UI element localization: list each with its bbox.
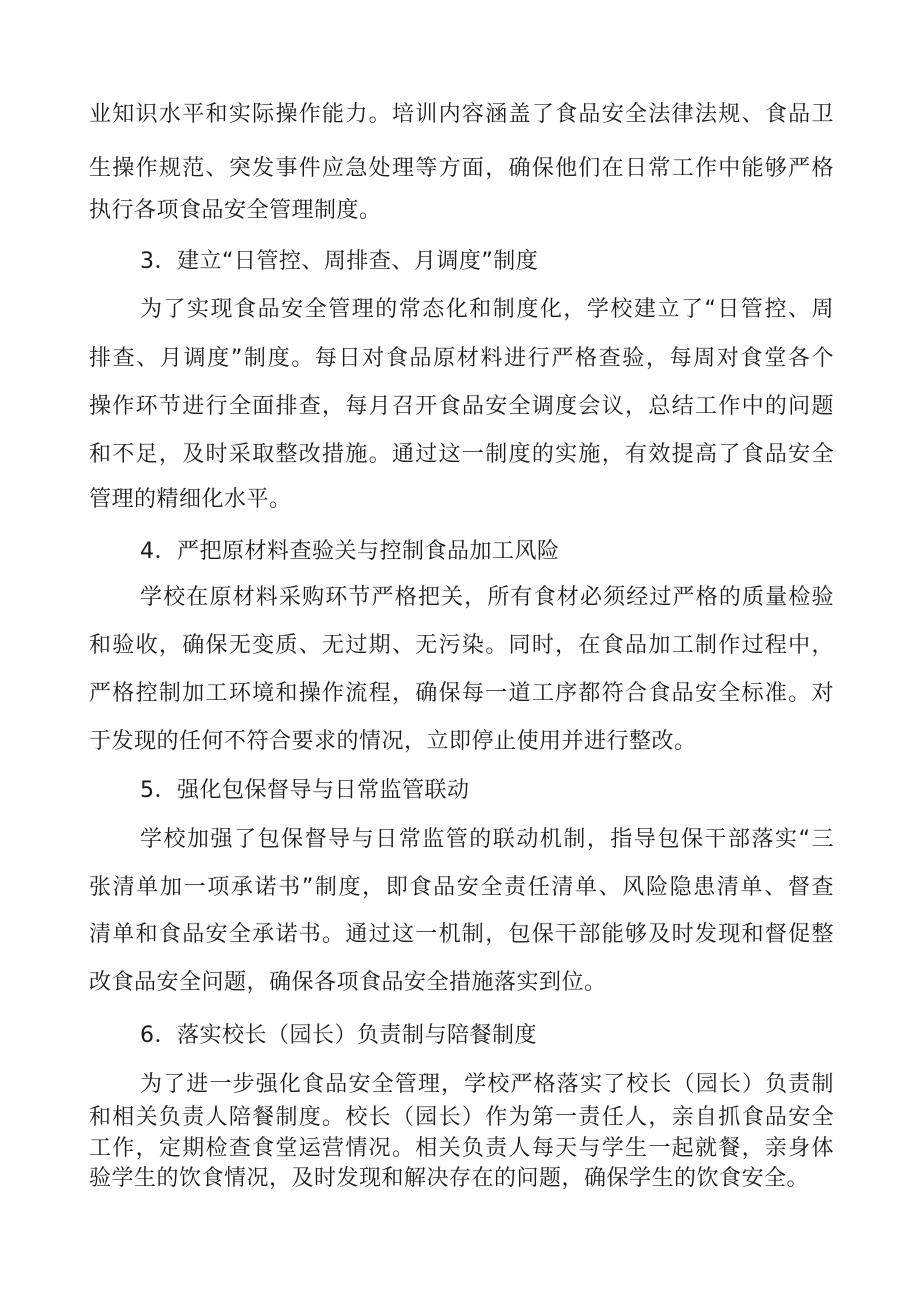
paragraph-line: 为了实现食品安全管理的常态化和制度化，学校建立了“日管控、周: [140, 297, 834, 322]
paragraph-line: 业知识水平和实际操作能力。培训内容涵盖了食品安全法律法规、食品卫: [89, 102, 834, 127]
section-heading-6: 6．落实校长（园长）负责制与陪餐制度: [140, 1023, 537, 1048]
paragraph-line: 改食品安全问题，确保各项食品安全措施落实到位。: [89, 970, 607, 995]
paragraph-line: 于发现的任何不符合要求的情况，立即停止使用并进行整改。: [89, 729, 697, 754]
paragraph-line: 操作环节进行全面排查，每月召开食品安全调度会议，总结工作中的问题: [89, 394, 834, 419]
paragraph-line: 学校在原材料采购环节严格把关，所有食材必须经过严格的质量检验: [140, 585, 834, 610]
paragraph-line: 工作，定期检查食堂运营情况。相关负责人每天与学生一起就餐，亲身体: [89, 1136, 834, 1161]
paragraph-line: 严格控制加工环境和操作流程，确保每一道工序都符合食品安全标准。对: [89, 681, 834, 706]
paragraph-line: 张清单加一项承诺书”制度，即食品安全责任清单、风险隐患清单、督查: [89, 875, 834, 900]
paragraph-line: 验学生的饮食情况，及时发现和解决存在的问题，确保学生的饮食安全。: [89, 1166, 810, 1191]
paragraph-line: 生操作规范、突发事件应急处理等方面，确保他们在日常工作中能够严格: [89, 156, 834, 181]
section-heading-3: 3．建立“日管控、周排查、月调度”制度: [140, 249, 539, 274]
paragraph-line: 清单和食品安全承诺书。通过这一机制，包保干部能够及时发现和督促整: [89, 922, 834, 947]
paragraph-line: 和不足，及时采取整改措施。通过这一制度的实施，有效提高了食品安全: [89, 442, 834, 467]
paragraph-line: 和验收，确保无变质、无过期、无污染。同时，在食品加工制作过程中，: [89, 633, 834, 658]
paragraph-line: 和相关负责人陪餐制度。校长（园长）作为第一责任人，亲自抓食品安全: [89, 1105, 834, 1130]
paragraph-line: 执行各项食品安全管理制度。: [89, 198, 382, 223]
section-heading-5: 5．强化包保督导与日常监管联动: [140, 778, 470, 803]
section-heading-4: 4．严把原材料查验关与控制食品加工风险: [140, 539, 560, 564]
paragraph-line: 为了进一步强化食品安全管理，学校严格落实了校长（园长）负责制: [140, 1072, 834, 1097]
paragraph-line: 管理的精细化水平。: [89, 487, 292, 512]
paragraph-line: 排查、月调度”制度。每日对食品原材料进行严格查验，每周对食堂各个: [89, 346, 834, 371]
paragraph-line: 学校加强了包保督导与日常监管的联动机制，指导包保干部落实“三: [140, 827, 834, 852]
